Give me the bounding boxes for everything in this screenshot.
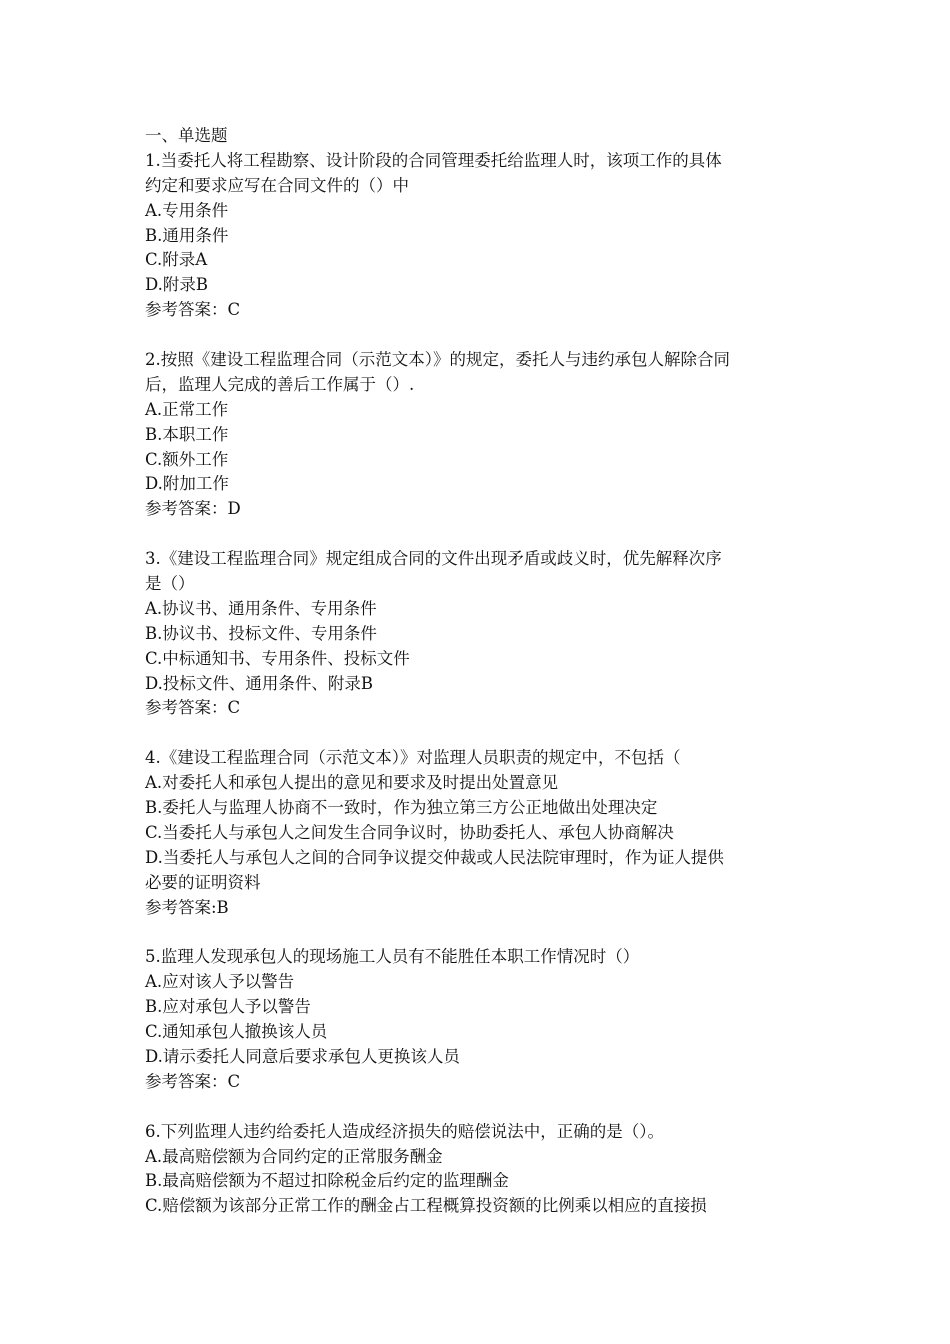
option-a: A.对委托人和承包人提出的意见和要求及时提出处置意见 (145, 773, 559, 793)
option-d: D.附录B (145, 275, 209, 295)
option-b: B.协议书、投标文件、专用条件 (145, 623, 377, 643)
answer: 参考答案:B (145, 897, 229, 917)
option-a: A.正常工作 (145, 399, 229, 419)
question-text-line: 5.监理人发现承包人的现场施工人员有不能胜任本职工作情况时（） (145, 947, 640, 967)
option-d: D.附加工作 (145, 474, 229, 494)
option-a: A.专用条件 (145, 200, 229, 220)
question-text-line: 约定和要求应写在合同文件的（）中 (145, 175, 409, 195)
answer: 参考答案：C (145, 1071, 241, 1091)
option-d: D.投标文件、通用条件、附录B (145, 673, 374, 693)
option-a: A.协议书、通用条件、专用条件 (145, 598, 377, 618)
question-1 (145, 149, 820, 323)
question-text-line: 后，监理人完成的善后工作属于（）. (145, 374, 415, 394)
question-6 (145, 1120, 820, 1220)
option-c: C.通知承包人撤换该人员 (145, 1022, 328, 1042)
option-a: A.最高赔偿额为合同约定的正常服务酬金 (145, 1146, 443, 1166)
answer: 参考答案：C (145, 300, 241, 320)
question-text-line: 4.《建设工程监理合同（示范文本）》对监理人员职责的规定中，不包括（ (145, 748, 681, 768)
option-b: B.应对承包人予以警告 (145, 997, 311, 1017)
question-3 (145, 547, 820, 721)
document-page (145, 124, 820, 1219)
option-c: C.附录A (145, 250, 208, 270)
question-text-line: 6.下列监理人违约给委托人造成经济损失的赔偿说法中，正确的是（）。 (145, 1121, 664, 1141)
option-b: B.委托人与监理人协商不一致时，作为独立第三方公正地做出处理决定 (145, 798, 658, 818)
option-d: D.请示委托人同意后要求承包人更换该人员 (145, 1046, 460, 1066)
question-text-line: 3.《建设工程监理合同》规定组成合同的文件出现矛盾或歧义时，优先解释次序 (145, 549, 722, 569)
question-2 (145, 348, 820, 522)
option-a: A.应对该人予以警告 (145, 972, 295, 992)
question-text-line: 是（） (145, 574, 195, 594)
option-c: C.额外工作 (145, 449, 229, 469)
option-b: B.最高赔偿额为不超过扣除税金后约定的监理酬金 (145, 1171, 509, 1191)
question-text-line: 1.当委托人将工程勘察、设计阶段的合同管理委托给监理人时，该项工作的具体 (145, 150, 722, 170)
option-d: D.当委托人与承包人之间的合同争议提交仲裁或人民法院审理时，作为证人提供 (145, 847, 724, 867)
answer: 参考答案：C (145, 698, 241, 718)
option-c: C.当委托人与承包人之间发生合同争议时，协助委托人、承包人协商解决 (145, 822, 674, 842)
question-text-line: 2.按照《建设工程监理合同（示范文本）》的规定，委托人与违约承包人解除合同 (145, 350, 730, 370)
section-title: 一、单选题 (145, 126, 228, 145)
option-b: B.通用条件 (145, 225, 229, 245)
option-c: C.中标通知书、专用条件、投标文件 (145, 648, 410, 668)
answer: 参考答案：D (145, 499, 241, 519)
question-4 (145, 746, 820, 920)
question-5 (145, 945, 820, 1094)
option-b: B.本职工作 (145, 424, 229, 444)
option-c: C.赔偿额为该部分正常工作的酬金占工程概算投资额的比例乘以相应的直接损 (145, 1196, 707, 1216)
option-d-continued: 必要的证明资料 (145, 872, 261, 892)
